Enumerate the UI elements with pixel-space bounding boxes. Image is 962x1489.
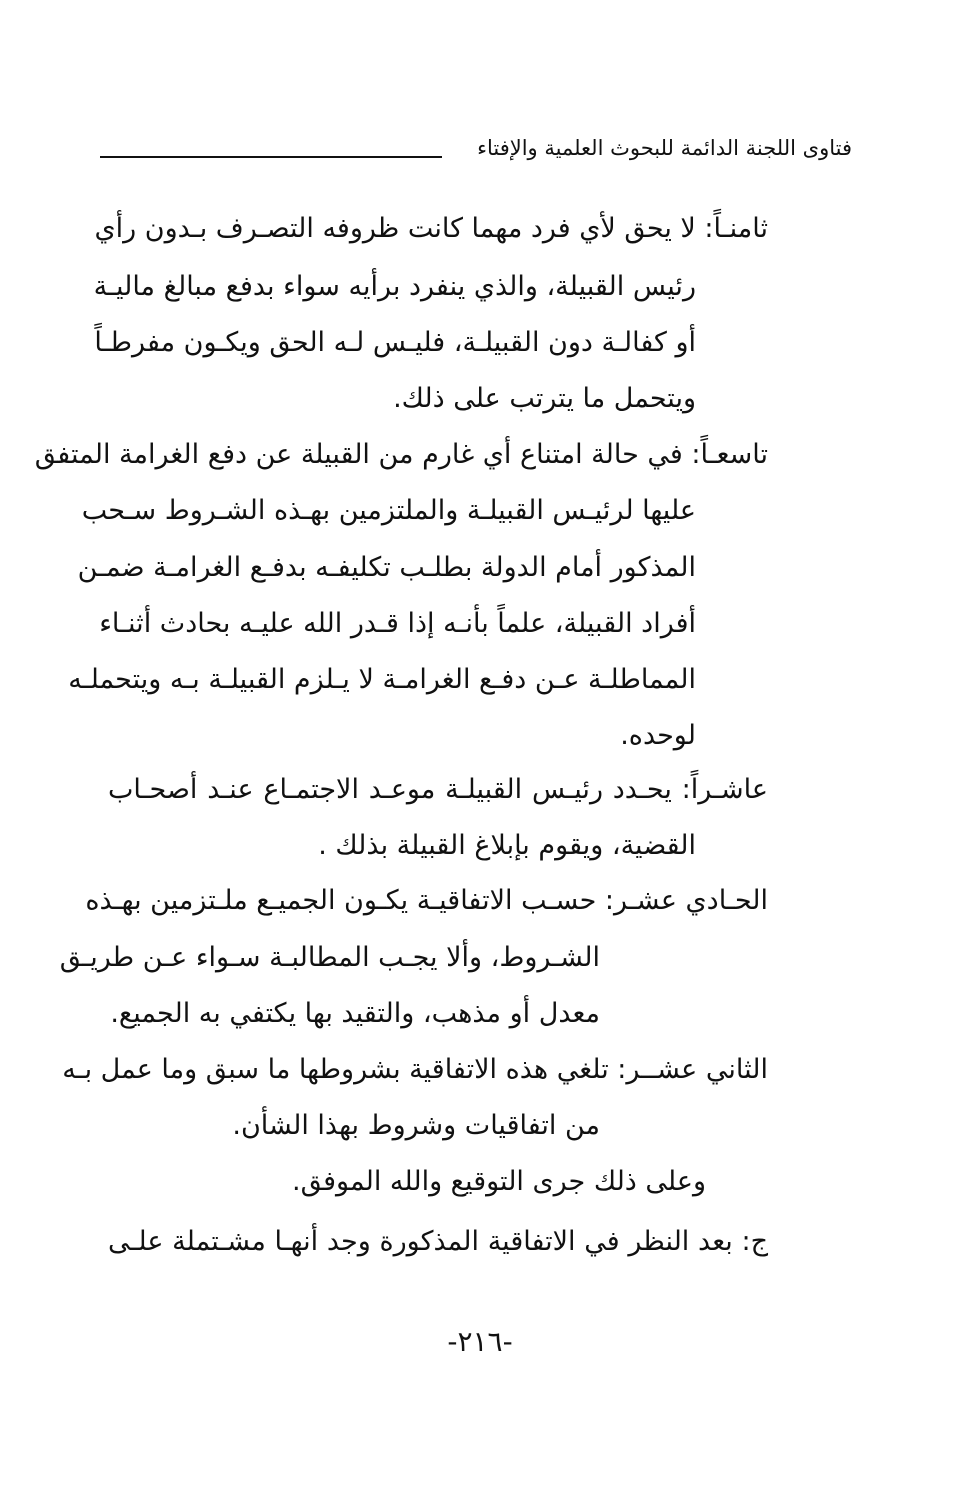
body-line: ويتحمل ما يترتب على ذلك. <box>393 383 696 414</box>
page-number: -٢١٦- <box>447 1325 513 1358</box>
running-title: فتاوى اللجنة الدائمة للبحوث العلمية والإفتاء <box>477 136 852 160</box>
body-line: الحـادي عشـر: حسـب الاتفاقيـة يكـون الجميـع ملـتزمين بهـذه <box>85 885 768 916</box>
body-line: عاشـراً: يحـدد رئيـس القبيلـة موعـد الاجتمـاع عنـد أصحـاب <box>108 774 768 805</box>
body-line: وعلى ذلك جرى التوقيع والله الموفق. <box>292 1166 706 1197</box>
body-line: ثامنـاً: لا يحق لأي فرد مهما كانت ظروفه التصـرف بـدون رأي <box>94 213 768 244</box>
body-line: المماطلـة عـن دفـع الغرامـة لا يـلزم القبيلـة بـه ويتحملـه <box>68 664 696 695</box>
body-line: معدل أو مذهب، والتقيد بها يكتفي به الجميع. <box>110 998 600 1029</box>
body-line: المذكور أمام الدولة بطلـب تكليفـه بدفـع الغرامـة ضمـن <box>77 552 696 583</box>
body-line: عليها لرئيـس القبيلـة والملتزمين بهـذه الشـروط سـحب <box>81 495 696 526</box>
body-line: أو كفالـة دون القبيلـة، فليـس لـه الحق ويكـون مفرطـاً <box>94 327 696 358</box>
body-line: القضية، ويقوم بإبلاغ القبيلة بذلك . <box>318 830 696 861</box>
body-line: رئيس القبيلة، والذي ينفرد برأيه سواء بدفع مبالغ ماليـة <box>93 271 696 302</box>
header-rule <box>100 156 442 158</box>
body-line: ج: بعد النظر في الاتفاقية المذكورة وجد أنهـا مشـتملة علـى <box>108 1226 768 1257</box>
running-header <box>100 136 852 170</box>
body-line: تاسعـاً: في حالة امتناع أي غارم من القبيلة عن دفع الغرامة المتفق <box>34 439 768 470</box>
body-line: من اتفاقيات وشروط بهذا الشأن. <box>232 1110 600 1141</box>
body-line: أفراد القبيلة، علماً بأنـه إذا قـدر الله عليـه بحادث أثنـاء <box>99 608 696 639</box>
body-line: الشـروط، وألا يجـب المطالبـة سـواء عـن طريـق <box>59 942 600 973</box>
body-line: لوحده. <box>620 720 696 751</box>
body-line: الثاني عشــر: تلغي هذه الاتفاقية بشروطها ما سبق وما عمل بـه <box>62 1054 768 1085</box>
